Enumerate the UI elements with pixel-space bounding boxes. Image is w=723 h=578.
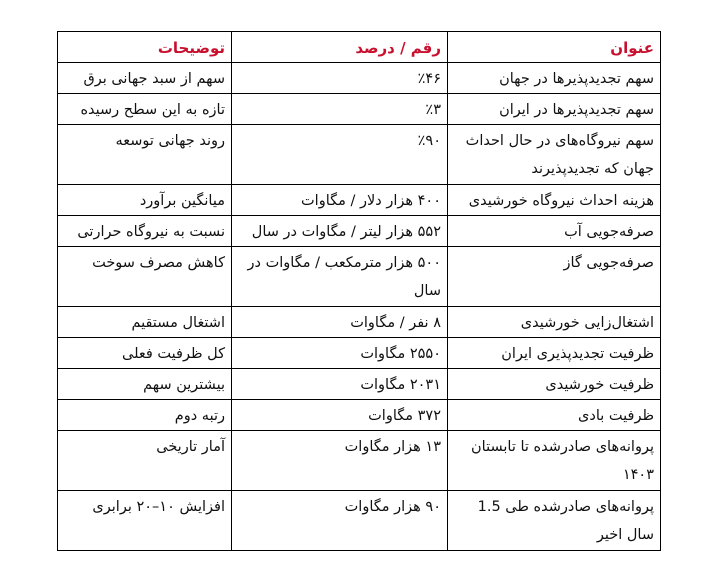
cell-description: آمار تاریخی — [58, 431, 232, 491]
cell-value: ۸ نفر / مگاوات — [232, 307, 448, 338]
cell-value: ۱۳ هزار مگاوات — [232, 431, 448, 491]
cell-title: ظرفیت بادی — [448, 400, 661, 431]
renewable-energy-table-container — [57, 31, 660, 551]
cell-value: ۲۰۳۱ مگاوات — [232, 369, 448, 400]
cell-description: نسبت به نیروگاه حرارتی — [58, 216, 232, 247]
table-row — [58, 247, 661, 307]
cell-description: افزایش ۱۰–۲۰ برابری — [58, 491, 232, 551]
table-row — [58, 125, 661, 185]
cell-description: کاهش مصرف سوخت — [58, 247, 232, 307]
cell-title: صرفه‌جویی آب — [448, 216, 661, 247]
cell-value: ٪۴۶ — [232, 63, 448, 94]
header-title: عنوان — [448, 32, 661, 63]
cell-title: هزینه احداث نیروگاه خورشیدی — [448, 185, 661, 216]
table-row — [58, 400, 661, 431]
cell-title: سهم تجدیدپذیرها در جهان — [448, 63, 661, 94]
renewable-energy-table — [57, 31, 661, 551]
table-row — [58, 63, 661, 94]
cell-description: تازه به این سطح رسیده — [58, 94, 232, 125]
cell-title: ظرفیت خورشیدی — [448, 369, 661, 400]
cell-title: سهم نیروگاه‌های در حال احداث جهان که تجدیدپذیرند — [448, 125, 661, 185]
cell-title: پروانه‌های صادرشده تا تابستان ۱۴۰۳ — [448, 431, 661, 491]
table-row — [58, 216, 661, 247]
cell-description: میانگین برآورد — [58, 185, 232, 216]
table-row — [58, 185, 661, 216]
cell-value: ٪۳ — [232, 94, 448, 125]
cell-description: سهم از سبد جهانی برق — [58, 63, 232, 94]
cell-value: ۵۰۰ هزار مترمکعب / مگاوات در سال — [232, 247, 448, 307]
cell-title: اشتغال‌زایی خورشیدی — [448, 307, 661, 338]
table-row — [58, 338, 661, 369]
table-row — [58, 431, 661, 491]
cell-value: ۲۵۵۰ مگاوات — [232, 338, 448, 369]
cell-title: سهم تجدیدپذیرها در ایران — [448, 94, 661, 125]
cell-value: ۵۵۲ هزار لیتر / مگاوات در سال — [232, 216, 448, 247]
cell-description: رتبه دوم — [58, 400, 232, 431]
cell-value: ۴۰۰ هزار دلار / مگاوات — [232, 185, 448, 216]
cell-description: اشتغال مستقیم — [58, 307, 232, 338]
table-row — [58, 369, 661, 400]
cell-title: ظرفیت تجدیدپذیری ایران — [448, 338, 661, 369]
cell-title: صرفه‌جویی گاز — [448, 247, 661, 307]
header-value: رقم / درصد — [232, 32, 448, 63]
table-row — [58, 491, 661, 551]
header-description: توضیحات — [58, 32, 232, 63]
cell-value: ۹۰ هزار مگاوات — [232, 491, 448, 551]
table-row — [58, 307, 661, 338]
cell-description: کل ظرفیت فعلی — [58, 338, 232, 369]
cell-description: روند جهانی توسعه — [58, 125, 232, 185]
table-header-row — [58, 32, 661, 63]
cell-description: بیشترین سهم — [58, 369, 232, 400]
cell-value: ۳۷۲ مگاوات — [232, 400, 448, 431]
table-row — [58, 94, 661, 125]
cell-value: ٪۹۰ — [232, 125, 448, 185]
cell-title: پروانه‌های صادرشده طی 1.5 سال اخیر — [448, 491, 661, 551]
